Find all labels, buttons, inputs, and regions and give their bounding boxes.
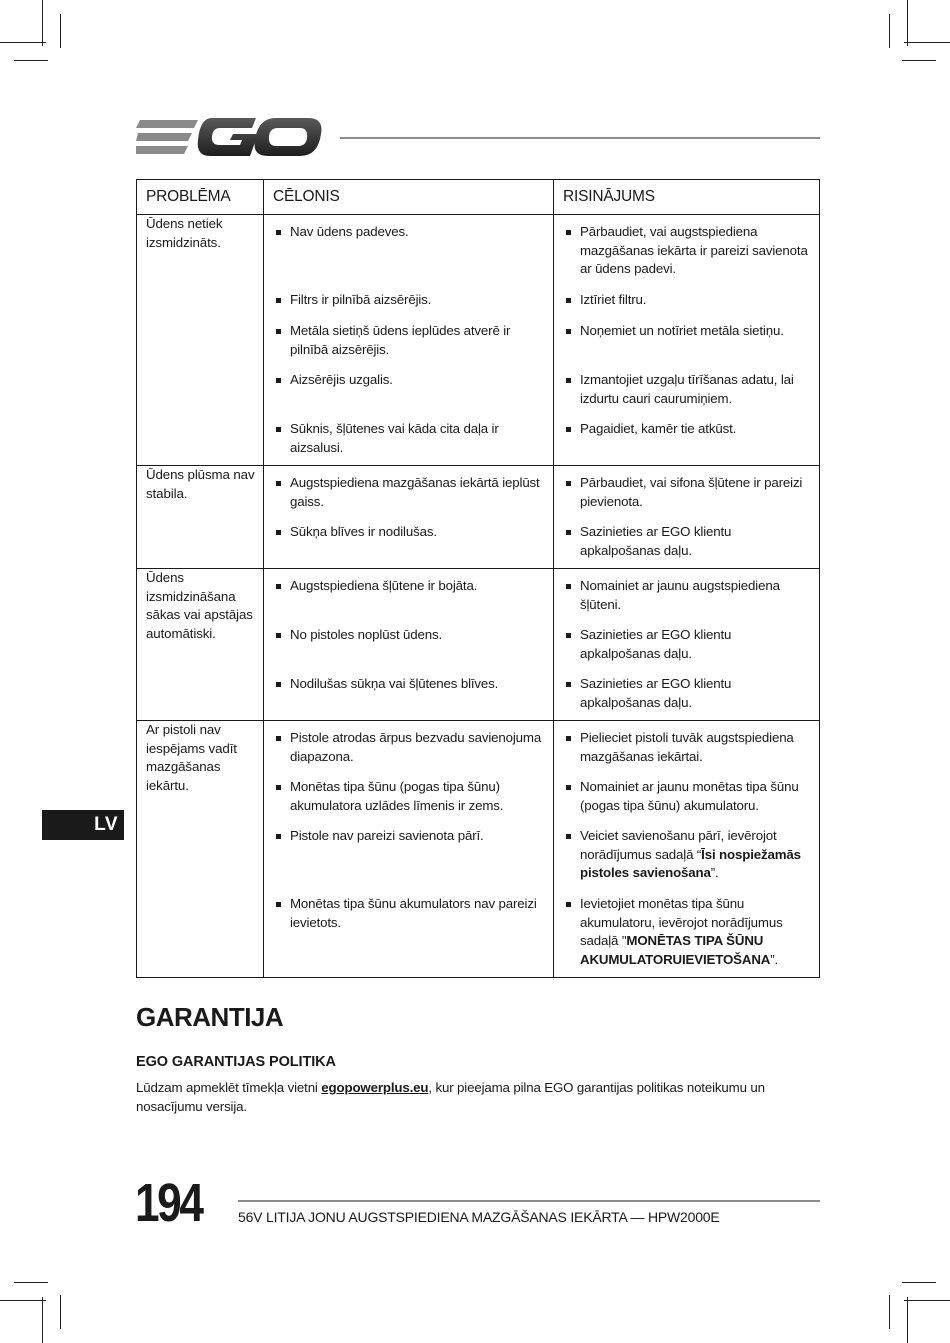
- solution-item: Pagaidiet, kamēr tie atkūst.: [564, 420, 809, 457]
- solution-item: Noņemiet un notīriet metāla sietiņu.: [564, 322, 809, 359]
- cause-item: Monētas tipa šūnu akumulators nav pareizi ievietots.: [274, 895, 543, 969]
- crop-mark: [902, 60, 936, 61]
- warranty-subheading: EGO GARANTIJAS POLITIKA: [136, 1054, 336, 1070]
- solution-cell: [554, 215, 820, 466]
- solution-text: Veiciet savienošanu pārī, ievērojot norādījumus sadaļā “: [580, 828, 777, 862]
- solution-item: Izmantojiet uzgaļu tīrīšanas adatu, lai izdurtu cauri caurumiņiem.: [564, 371, 809, 408]
- warranty-link[interactable]: egopowerplus.eu: [321, 1080, 429, 1095]
- problem-cell: Ūdens plūsma nav stabila.: [137, 466, 264, 569]
- crop-mark: [60, 14, 61, 48]
- crop-mark: [0, 1300, 46, 1301]
- table-row: [137, 215, 820, 466]
- solution-cell: [554, 466, 820, 569]
- solution-item: Nomainiet ar jaunu augstspiediena šļūteni.: [564, 577, 809, 614]
- solution-item: Pielieciet pistoli tuvāk augstspiediena mazgāšanas iekārtai.: [564, 729, 809, 766]
- cause-item: Sūkņa blīves ir nodilušas.: [274, 523, 543, 560]
- cause-cell: [264, 215, 554, 466]
- cause-item: Metāla sietiņš ūdens ieplūdes atverē ir pilnībā aizsērējis.: [274, 322, 543, 359]
- solution-item: Sazinieties ar EGO klientu apkalpošanas daļu.: [564, 523, 809, 560]
- footer-rule: [238, 1200, 820, 1202]
- solution-cell: [554, 569, 820, 721]
- solution-cell: [554, 721, 820, 978]
- solution-item: Pārbaudiet, vai sifona šļūtene ir pareizi pievienota.: [564, 474, 809, 511]
- cause-item: No pistoles noplūst ūdens.: [274, 626, 543, 663]
- cause-item: Aizsērējis uzgalis.: [274, 371, 543, 408]
- crop-mark: [907, 1297, 908, 1343]
- cause-item: Pistole nav pareizi savienota pārī.: [274, 827, 543, 883]
- column-header-cause: CĒLONIS: [264, 180, 554, 215]
- warranty-paragraph: [136, 1078, 826, 1116]
- solution-item: Sazinieties ar EGO klientu apkalpošanas daļu.: [564, 675, 809, 712]
- cause-cell: [264, 569, 554, 721]
- solution-text: ”.: [710, 865, 719, 880]
- crop-mark: [0, 42, 46, 43]
- table-row: [137, 721, 820, 978]
- troubleshooting-table: [136, 179, 820, 978]
- cause-item: Augstspiediena šļūtene ir bojāta.: [274, 577, 543, 614]
- column-header-solution: RISINĀJUMS: [554, 180, 820, 215]
- cause-cell: [264, 721, 554, 978]
- solution-item: Sazinieties ar EGO klientu apkalpošanas daļu.: [564, 626, 809, 663]
- warranty-heading: GARANTIJA: [136, 1002, 284, 1032]
- table-row: [137, 466, 820, 569]
- crop-mark: [14, 60, 48, 61]
- cause-cell: [264, 466, 554, 569]
- table-header-row: [137, 180, 820, 215]
- cause-item: Filtrs ir pilnībā aizsērējis.: [274, 291, 543, 310]
- solution-item: Nomainiet ar jaunu monētas tipa šūnu (pogas tipa šūnu) akumulatoru.: [564, 778, 809, 815]
- crop-mark: [889, 14, 890, 48]
- warranty-text: Lūdzam apmeklēt tīmekļa vietni: [136, 1080, 322, 1095]
- solution-text: Ievietojiet monētas tipa šūnu akumulatoru, ievērojot norādījumus sadaļā ": [580, 896, 783, 948]
- footer-title: 56V LITIJA JONU AUGSTSPIEDIENA MAZGĀŠANAS IEKĀRTA — HPW2000E: [238, 1209, 720, 1225]
- crop-mark: [904, 1300, 950, 1301]
- crop-mark: [902, 1282, 936, 1283]
- column-header-problem: PROBLĒMA: [137, 180, 264, 215]
- table-body: [137, 215, 820, 978]
- crop-mark: [889, 1295, 890, 1329]
- crop-mark: [42, 1297, 43, 1343]
- problem-cell: Ūdens netiek izsmidzināts.: [137, 215, 264, 466]
- problem-cell: Ar pistoli nav iespējams vadīt mazgāšanas iekārtu.: [137, 721, 264, 978]
- crop-mark: [14, 1282, 48, 1283]
- crop-mark: [60, 1295, 61, 1329]
- crop-mark: [42, 0, 43, 46]
- header-rule: [340, 137, 820, 139]
- cause-item: Pistole atrodas ārpus bezvadu savienojuma diapazona.: [274, 729, 543, 766]
- ego-logo-icon: [136, 116, 322, 158]
- language-tab: LV: [42, 810, 124, 840]
- cause-item: Nav ūdens padeves.: [274, 223, 543, 279]
- solution-item: [564, 895, 809, 969]
- solution-reference: Īsi nospiežamās pistoles savienošana: [580, 846, 801, 880]
- ego-logo: [136, 116, 322, 158]
- solution-item: Iztīriet filtru.: [564, 291, 809, 310]
- cause-item: Monētas tipa šūnu (pogas tipa šūnu) akumulatora uzlādes līmenis ir zems.: [274, 778, 543, 815]
- page-number: 194: [135, 1173, 202, 1233]
- solution-item: [564, 827, 809, 883]
- table-row: [137, 569, 820, 721]
- solution-reference: MONĒTAS TIPA ŠŪNU AKUMULATORUIEVIETOŠANA: [580, 933, 771, 967]
- cause-item: Sūknis, šļūtenes vai kāda cita daļa ir aizsalusi.: [274, 420, 543, 457]
- solution-item: Pārbaudiet, vai augstspiediena mazgāšanas iekārta ir pareizi savienota ar ūdens padevi.: [564, 223, 809, 279]
- cause-item: Nodilušas sūkņa vai šļūtenes blīves.: [274, 675, 543, 712]
- crop-mark: [904, 42, 950, 43]
- warranty-text: , kur pieejama pilna EGO garantijas politikas noteikumu un nosacījumu versija.: [136, 1080, 765, 1114]
- crop-mark: [907, 0, 908, 46]
- problem-cell: Ūdens izsmidzināšana sākas vai apstājas automātiski.: [137, 569, 264, 721]
- cause-item: Augstspiediena mazgāšanas iekārtā ieplūst gaiss.: [274, 474, 543, 511]
- solution-text: ”.: [770, 951, 779, 967]
